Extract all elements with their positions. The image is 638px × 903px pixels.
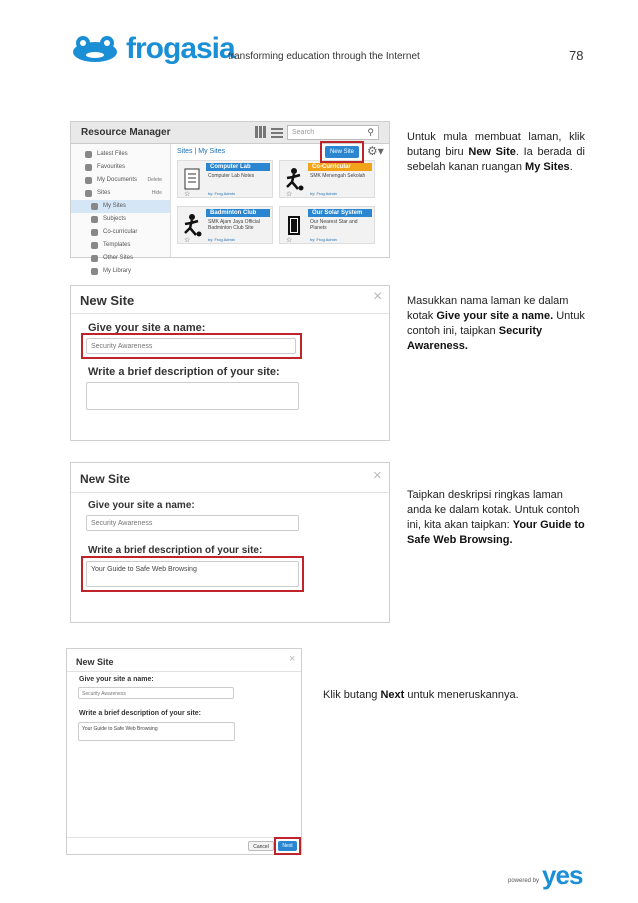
powered-by-label: powered by	[508, 878, 540, 884]
site-card[interactable]	[279, 206, 375, 244]
sidebar-item-icon	[91, 268, 98, 275]
sidebar-item-icon	[91, 203, 98, 210]
breadcrumb[interactable]: Sites | My Sites	[177, 148, 226, 155]
instruction-text: untuk meneruskannya.	[404, 689, 519, 701]
site-description-label: Write a brief description of your site:	[88, 366, 280, 378]
sidebar-item-label: Co-curricular	[103, 229, 138, 235]
site-card-title: Badminton Club	[206, 209, 270, 217]
dialog-divider	[71, 492, 389, 493]
sidebar-item-label: Templates	[103, 242, 131, 248]
sidebar-item-label: My Sites	[103, 203, 127, 209]
instruction-text: Masukkan nama laman ke dalam kotak	[407, 295, 569, 322]
step1-instruction	[407, 130, 585, 175]
sidebar-item-action[interactable]: Delete	[147, 177, 162, 183]
search-icon: ⚲	[367, 127, 374, 137]
site-card-icon	[182, 213, 202, 237]
list-view-icon[interactable]	[271, 126, 283, 138]
tagline: transforming education through the Internet	[228, 51, 420, 62]
site-card-title: Computer Lab	[206, 163, 270, 171]
new-site-highlight	[320, 141, 364, 163]
sidebar-item[interactable]	[71, 252, 170, 265]
dialog-title: New Site	[80, 293, 135, 308]
next-highlight	[274, 837, 301, 855]
site-name-value: Security Awareness	[91, 520, 153, 527]
instruction-text: . Ia berada di sebelah kanan ruangan	[407, 146, 585, 173]
step4-instruction	[323, 688, 563, 703]
frog-logo-icon	[70, 35, 120, 63]
new-site-dialog-step2	[70, 285, 390, 441]
footer-divider	[67, 837, 301, 838]
frogasia-logo	[70, 32, 235, 66]
site-card-icon	[182, 167, 202, 191]
next-label: Next	[282, 843, 293, 849]
site-description-highlight	[81, 556, 304, 592]
site-description-label: Write a brief description of your site:	[88, 545, 263, 556]
close-icon[interactable]: ×	[373, 288, 383, 305]
sidebar-item-label: Other Sites	[103, 255, 134, 261]
site-card-owner[interactable]: by: Frog Admin	[208, 191, 235, 196]
emphasis-text: Next	[380, 689, 405, 701]
sidebar-item-label: Subjects	[103, 216, 127, 222]
sidebar-item-label: Latest Files	[97, 151, 128, 157]
step2-instruction	[407, 294, 587, 354]
search-input[interactable]	[287, 125, 379, 140]
sidebar-item-action[interactable]: Hide	[151, 190, 162, 196]
step3-instruction	[407, 488, 587, 548]
sidebar-item[interactable]	[71, 265, 170, 278]
brand-name: frogasia	[126, 32, 235, 65]
powered-by-yes	[508, 862, 582, 888]
instruction-text: Taipkan deskripsi ringkas laman anda ke dalam kotak. Untuk contoh ini, kita akan taipkan:	[407, 489, 580, 531]
site-card-owner[interactable]: by: Frog Admin	[310, 237, 337, 242]
sidebar	[71, 144, 171, 274]
site-card[interactable]	[279, 160, 375, 198]
close-icon[interactable]: ×	[373, 467, 382, 484]
instruction-text: Untuk contoh ini, taipkan	[407, 310, 585, 337]
sidebar-item-label: My Library	[103, 268, 132, 274]
favourite-star-icon[interactable]: ☆	[286, 237, 293, 244]
instruction-text: .	[569, 161, 573, 173]
sidebar-item-icon	[91, 216, 98, 223]
instruction-text: Untuk mula membuat laman, klik butang biru	[407, 131, 585, 158]
dialog-title: New Site	[76, 657, 114, 667]
site-name-value: Security Awareness	[91, 343, 153, 350]
dialog-title: New Site	[80, 472, 131, 486]
site-name-highlight	[81, 333, 302, 359]
dialog-divider	[67, 671, 301, 672]
emphasis-text: Security Awareness.	[407, 325, 543, 352]
site-name-value: Security Awareness	[82, 691, 126, 697]
new-site-dialog-step4	[66, 648, 302, 855]
site-description-value: Your Guide to Safe Web Browsing	[82, 726, 158, 732]
emphasis-text: My Sites	[525, 161, 570, 173]
sidebar-item-icon	[91, 242, 98, 249]
favourite-star-icon[interactable]: ☆	[286, 191, 293, 198]
site-card[interactable]	[177, 206, 273, 244]
site-card-description: Computer Lab Notes	[208, 173, 255, 179]
cancel-button[interactable]	[248, 841, 274, 851]
new-site-label: New Site	[329, 149, 354, 155]
favourite-star-icon[interactable]: ☆	[184, 237, 191, 244]
sidebar-item[interactable]	[71, 174, 170, 187]
site-description-input[interactable]	[78, 722, 235, 741]
site-card-owner[interactable]: by: Frog Admin	[208, 237, 235, 242]
sidebar-item[interactable]	[71, 148, 170, 161]
site-name-input[interactable]	[86, 515, 299, 531]
site-description-label: Write a brief description of your site:	[79, 710, 202, 717]
site-description-input[interactable]	[86, 382, 299, 410]
emphasis-text: Give your site a name.	[436, 310, 554, 322]
gear-icon[interactable]: ⚙▾	[367, 144, 384, 158]
emphasis-text: Your Guide to Safe Web Browsing.	[407, 519, 585, 546]
instruction-text: Klik butang	[323, 689, 381, 701]
dialog-divider	[71, 313, 389, 314]
favourite-star-icon[interactable]: ☆	[184, 191, 191, 198]
sidebar-item-icon	[85, 164, 92, 171]
sidebar-item[interactable]	[71, 226, 170, 239]
window-title: Resource Manager	[81, 127, 171, 138]
close-icon[interactable]: ×	[289, 653, 296, 665]
site-name-label: Give your site a name:	[88, 500, 195, 511]
sidebar-item[interactable]	[71, 213, 170, 226]
sidebar-item[interactable]	[71, 200, 170, 213]
site-card-description: SMK Ajam Jaya Official Badminton Club Site	[208, 219, 260, 231]
yes-logo: yes	[542, 860, 583, 890]
site-card-description: Our Nearest Star and Planets	[310, 219, 358, 231]
sidebar-item[interactable]	[71, 187, 170, 200]
grid-view-icon[interactable]	[255, 126, 267, 138]
site-card-title: Co-Curricular	[308, 163, 372, 171]
site-card-icon	[284, 213, 304, 237]
sidebar-item-icon	[85, 190, 92, 197]
page-number: 78	[569, 48, 584, 63]
site-card-owner[interactable]: by: Frog Admin	[310, 191, 337, 196]
site-card-title: Our Solar System	[308, 209, 372, 217]
emphasis-text: New Site	[468, 146, 516, 158]
sidebar-item[interactable]	[71, 239, 170, 252]
site-card-description: SMK Menengah Sekolah	[310, 173, 366, 179]
new-site-dialog-step3	[70, 462, 390, 623]
sidebar-item-icon	[85, 151, 92, 158]
site-name-input[interactable]	[78, 687, 234, 699]
sidebar-item-label: Sites	[97, 190, 111, 196]
sidebar-item-label: My Documents	[97, 177, 138, 183]
sidebar-item-icon	[91, 255, 98, 262]
sidebar-item[interactable]	[71, 161, 170, 174]
search-placeholder: Search	[292, 129, 315, 136]
site-description-value: Your Guide to Safe Web Browsing	[91, 566, 197, 573]
site-name-label: Give your site a name:	[79, 676, 154, 683]
resource-manager-screenshot	[70, 121, 390, 274]
site-card-icon	[284, 167, 304, 191]
site-name-label: Give your site a name:	[88, 322, 206, 334]
sidebar-item-icon	[85, 177, 92, 184]
sidebar-item-icon	[91, 229, 98, 236]
cancel-label: Cancel	[253, 844, 269, 850]
sidebar-item-label: Favourites	[97, 164, 126, 170]
site-card[interactable]	[177, 160, 273, 198]
